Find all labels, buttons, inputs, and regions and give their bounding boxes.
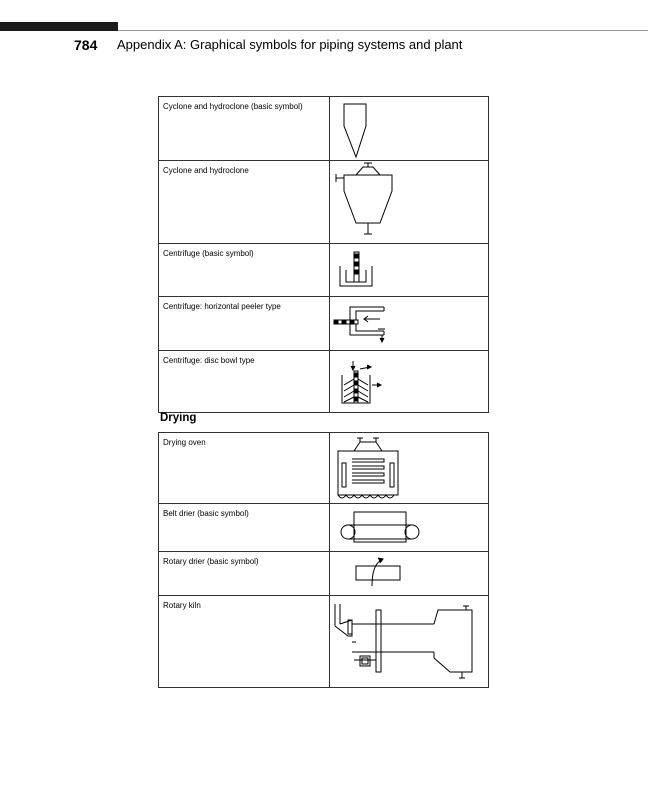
table-row	[159, 596, 489, 688]
symbol-label: Belt drier (basic symbol)	[159, 504, 330, 552]
symbol-cell	[330, 596, 489, 688]
table-row	[159, 297, 489, 351]
rotary-drier-icon	[330, 552, 488, 596]
symbol-cell	[330, 244, 489, 297]
table-row	[159, 552, 489, 596]
belt-drier-icon	[330, 504, 488, 552]
page-number: 784	[74, 37, 98, 53]
symbol-cell	[330, 433, 489, 504]
symbol-label: Cyclone and hydroclone	[159, 161, 330, 244]
symbol-label: Centrifuge: horizontal peeler type	[159, 297, 330, 351]
page-title: Appendix A: Graphical symbols for piping systems and plant	[117, 37, 463, 52]
table-row	[159, 97, 489, 161]
header-rule	[118, 30, 648, 31]
symbol-cell	[330, 351, 489, 413]
symbol-table-drying	[158, 432, 489, 688]
table-row	[159, 351, 489, 413]
cyclone-basic-icon	[330, 97, 488, 161]
section-title: Drying	[160, 412, 197, 424]
symbol-label: Drying oven	[159, 433, 330, 504]
centrifuge-basic-icon	[330, 244, 488, 297]
drying-oven-icon	[330, 433, 488, 504]
rotary-kiln-icon	[330, 596, 488, 688]
symbol-cell	[330, 297, 489, 351]
table-row	[159, 244, 489, 297]
symbol-cell	[330, 97, 489, 161]
symbol-cell	[330, 161, 489, 244]
header-bar	[0, 22, 118, 31]
centrifuge-peeler-icon	[330, 297, 488, 351]
symbol-label: Rotary drier (basic symbol)	[159, 552, 330, 596]
symbol-label: Centrifuge (basic symbol)	[159, 244, 330, 297]
table-row	[159, 504, 489, 552]
symbol-label: Rotary kiln	[159, 596, 330, 688]
symbol-cell	[330, 504, 489, 552]
symbol-table-separation	[158, 96, 489, 413]
cyclone-icon	[330, 161, 488, 244]
symbol-label: Centrifuge: disc bowl type	[159, 351, 330, 413]
symbol-label: Cyclone and hydroclone (basic symbol)	[159, 97, 330, 161]
centrifuge-disc-bowl-icon	[330, 351, 488, 413]
symbol-cell	[330, 552, 489, 596]
table-row	[159, 161, 489, 244]
table-row	[159, 433, 489, 504]
